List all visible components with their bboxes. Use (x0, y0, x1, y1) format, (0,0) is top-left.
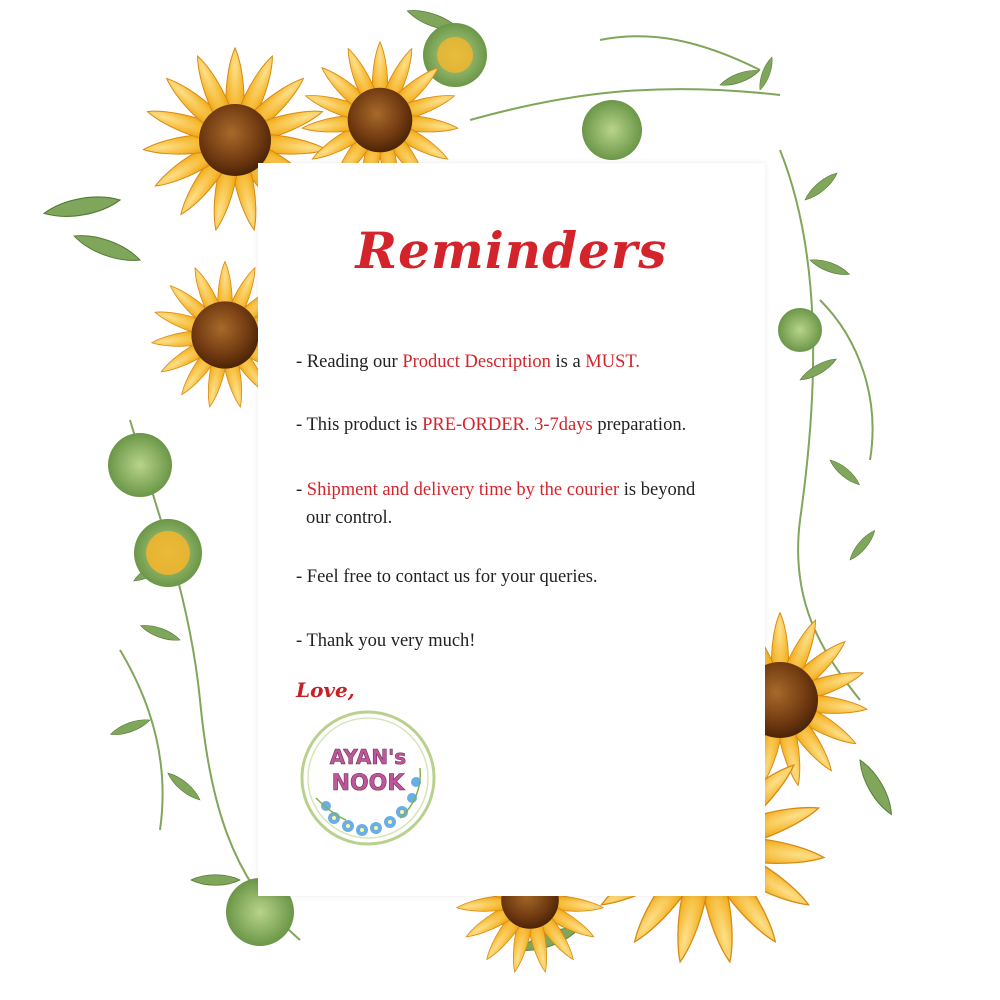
signoff: Love, (296, 678, 355, 702)
list-item: - Shipment and delivery time by the courier is beyond our control. (296, 480, 696, 528)
page-title: Reminders (355, 221, 668, 280)
list-item: - Reading our Product Description is a MUST. (296, 352, 640, 372)
logo-text-bottom: NOOK (331, 771, 405, 796)
shop-logo (296, 708, 440, 848)
reminder-card (258, 163, 765, 896)
list-item: - Thank you very much! (296, 631, 476, 651)
list-item: - This product is PRE-ORDER. 3-7days preparation. (296, 415, 687, 435)
list-item: - Feel free to contact us for your queries. (296, 567, 598, 587)
logo-text-top: AYAN's (329, 745, 407, 769)
